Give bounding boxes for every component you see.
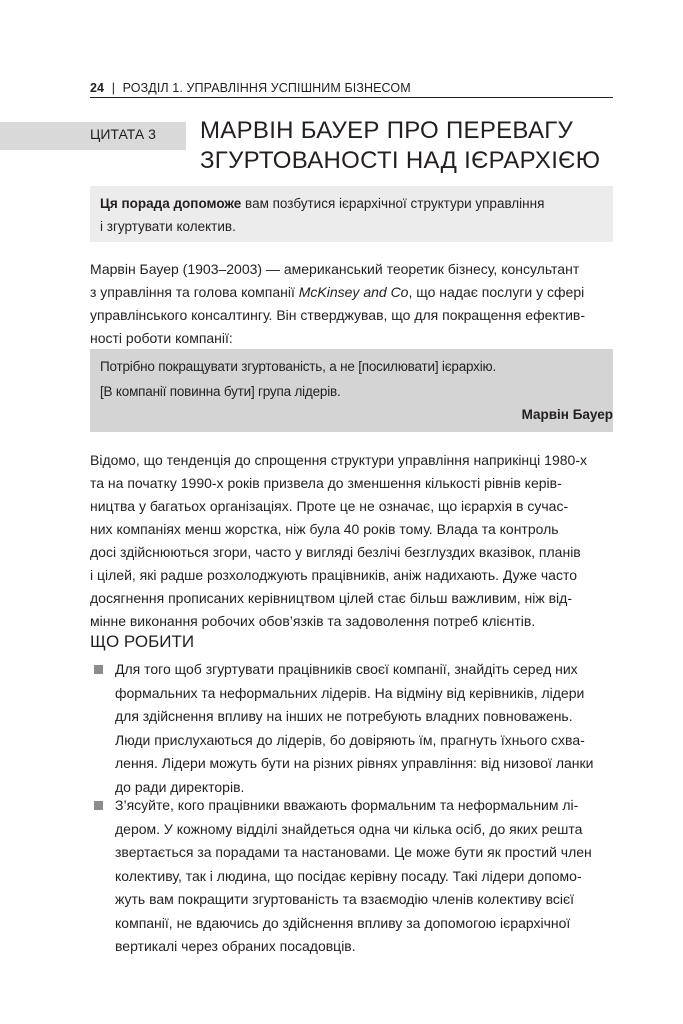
running-header xyxy=(90,81,613,95)
body-line: них компаніях менш жорстка, ніж була 40 років тому. Влада та контроль xyxy=(90,521,559,537)
bullet-line: жуть вам покращити згуртованість та взаємодію членів колективу всієї xyxy=(115,891,575,907)
what-to-do-heading: ЩО РОБИТИ xyxy=(90,632,195,651)
bullet-line: Для того щоб згуртувати працівників своєї компанії, знайдіть серед них xyxy=(115,661,578,677)
bullet-line: вертикалі через обраних посадовців. xyxy=(115,938,356,954)
header-rule xyxy=(90,97,613,98)
intro-paragraph xyxy=(90,258,613,350)
title-line-2: ЗГУРТОВАНОСТІ НАД ІЄРАРХІЄЮ xyxy=(200,147,601,174)
title-line-1: МАРВІН БАУЕР ПРО ПЕРЕВАГУ xyxy=(200,117,574,144)
intro-line-2 xyxy=(90,281,613,304)
intro-line-2a: з управління та голова компанії xyxy=(90,284,299,300)
bullet-line: компанії, не вдаючись до здійснення впливу за допомогою ієрархічної xyxy=(115,914,571,931)
body-line: досі здійснюються згори, часто у вигляді безлічі безглуздих вказівок, планів xyxy=(90,544,581,560)
intro-line-1: Марвін Бауер (1903–2003) — американський теоретик бізнесу, консультант xyxy=(90,261,580,277)
section-title xyxy=(200,116,620,176)
bullet-square-icon xyxy=(94,801,103,810)
intro-line-2b: , що надає послуги у сфері xyxy=(408,284,585,300)
body-line: та на початку 1990-х років призвела до зменшення кількості рівнів керів- xyxy=(90,475,562,491)
body-line: Відомо, що тенденція до спрощення структури управління наприкінці 1980-х xyxy=(90,452,587,468)
bullet-line: до ради директорів. xyxy=(115,778,245,795)
tip-bold: Ця порада допоможе xyxy=(100,196,242,211)
header-separator: | xyxy=(111,81,116,95)
tip-box xyxy=(90,186,613,242)
body-line: і цілей, які радше розхолоджують працівників, аніж надихають. Дуже часто xyxy=(90,567,578,583)
bullet-line: звертається за порадами та настановами. Це може бути як простий член xyxy=(115,844,592,860)
quote-line-1: Потрібно покращувати згуртованість, а не [посилювати] ієрархію. xyxy=(100,359,496,374)
bullet-line: формальних та неформальних лідерів. На відміну від керівників, лідери xyxy=(115,684,585,701)
bullet-line: дером. У кожному відділі знайдеться одна чи кілька осіб, до яких решта xyxy=(115,820,583,837)
tip-text-2: і згуртувати колектив. xyxy=(100,219,236,234)
quote-line-2: [В компанії повинна бути] група лідерів. xyxy=(100,384,341,399)
quote-tag: ЦИТАТА 3 xyxy=(90,126,156,142)
bullet-line: колективу, так і людина, що посідає керівну посаду. Такі лідери допомо- xyxy=(115,867,582,884)
chapter-title: РОЗДІЛ 1. УПРАВЛІННЯ УСПІШНИМ БІЗНЕСОМ xyxy=(122,81,411,95)
body-line: досягнення прописаних керівництвом цілей стає більш важливим, ніж від- xyxy=(90,590,572,606)
tip-text-1: вам позбутися ієрархічної структури управління xyxy=(241,196,545,211)
bullet-line: для здійснення впливу на інших не потребують владних повноважень. xyxy=(115,708,573,724)
page-number: 24 xyxy=(90,81,105,95)
bullet-item-2 xyxy=(115,794,613,959)
intro-line-3: управлінського консалтингу. Він стверджував, що для покращення ефектив- xyxy=(90,307,586,323)
company-name: McKinsey and Co xyxy=(298,284,409,300)
body-line: мінне виконання робочих обов’язків та задоволення потреб клієнтів. xyxy=(90,613,536,629)
bullet-line: З’ясуйте, кого працівники вважають формальним та неформальним лі- xyxy=(115,797,579,813)
intro-line-4: ності роботи компанії: xyxy=(90,330,233,346)
bullet-square-icon xyxy=(94,665,103,674)
bullet-item-1 xyxy=(115,658,613,799)
body-line: ництва у багатьох організаціях. Проте це не означає, що ієрархія в сучас- xyxy=(90,498,569,514)
bullet-line: Люди прислухаються до лідерів, бо довіряють їм, прагнуть їхнього схва- xyxy=(115,731,585,748)
bullet-line: лення. Лідери можуть бути на різних рівнях управління: від низової ланки xyxy=(115,755,594,771)
quote-author: Марвін Бауер xyxy=(521,407,613,422)
body-paragraph xyxy=(90,449,613,633)
